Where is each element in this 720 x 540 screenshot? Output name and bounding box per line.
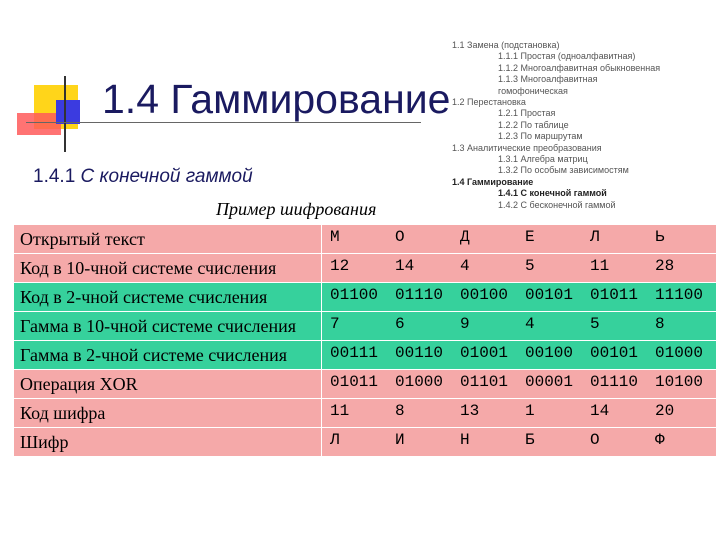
cell-value: 00111: [330, 344, 379, 362]
row-label: Гамма в 10-чной системе счисления: [14, 312, 322, 341]
cell-value: 00001: [525, 373, 574, 391]
table-row: [14, 312, 717, 341]
cell-value: 11100: [655, 286, 704, 304]
toc-item[interactable]: 1.2.3 По маршрутам: [498, 131, 583, 142]
cell-value: 9: [460, 315, 470, 333]
cell-value: М: [330, 228, 340, 246]
cell-value: Д: [460, 228, 470, 246]
cell-value: 01100: [330, 286, 379, 304]
table-row: [14, 399, 717, 428]
row-label: Код в 2-чной системе счисления: [14, 283, 322, 312]
subtitle-number: 1.4.1: [33, 166, 76, 187]
cell-value: 7: [330, 315, 340, 333]
cell-value: 01000: [395, 373, 444, 391]
cell-value: Ф: [655, 431, 665, 449]
cell-value: 20: [655, 402, 675, 420]
row-label: Открытый текст: [14, 225, 322, 254]
cell-value: 11: [330, 402, 350, 420]
row-label: Шифр: [14, 428, 322, 457]
cell-value: О: [395, 228, 405, 246]
row-label: Код шифра: [14, 399, 322, 428]
example-heading: Пример шифрования: [216, 199, 377, 219]
toc-item[interactable]: 1.2.2 По таблице: [498, 119, 569, 130]
row-values: [322, 312, 717, 341]
row-values: [322, 428, 717, 457]
cell-value: 5: [525, 257, 535, 275]
table-row: [14, 225, 717, 254]
cell-value: 11: [590, 257, 610, 275]
row-values: [322, 341, 717, 370]
cell-value: 12: [330, 257, 350, 275]
cell-value: 14: [590, 402, 610, 420]
cell-value: 00110: [395, 344, 444, 362]
cell-value: И: [395, 431, 405, 449]
cell-value: 01110: [590, 373, 639, 391]
toc-item[interactable]: 1.1.2 Многоалфавитная обыкновенная: [498, 62, 661, 73]
cell-value: 01011: [330, 373, 379, 391]
cell-value: 28: [655, 257, 675, 275]
cell-value: Б: [525, 431, 535, 449]
row-label: Код в 10-чной системе счисления: [14, 254, 322, 283]
decor-vertical-line: [64, 76, 66, 152]
cell-value: 01101: [460, 373, 509, 391]
cell-value: 14: [395, 257, 415, 275]
cell-value: 13: [460, 402, 480, 420]
table-of-contents: [452, 40, 717, 211]
row-values: [322, 225, 717, 254]
toc-item[interactable]: 1.2 Перестановка: [452, 97, 526, 108]
subtitle-text: С конечной гаммой: [80, 166, 253, 187]
toc-item[interactable]: 1.1.3 Многоалфавитная: [498, 74, 598, 85]
cell-value: Ь: [655, 228, 665, 246]
cell-value: 8: [655, 315, 665, 333]
toc-item[interactable]: 1.3 Аналитические преобразования: [452, 142, 602, 153]
toc-item[interactable]: 1.3.1 Алгебра матриц: [498, 154, 588, 165]
toc-item[interactable]: 1.3.2 По особым зависимостям: [498, 165, 629, 176]
table-row: [14, 428, 717, 457]
cell-value: 4: [525, 315, 535, 333]
row-values: [322, 399, 717, 428]
cell-value: 01000: [655, 344, 704, 362]
toc-item[interactable]: 1.4.2 С бесконечной гаммой: [498, 199, 616, 210]
cell-value: 01110: [395, 286, 444, 304]
slide-subtitle: [33, 166, 253, 188]
table-row: [14, 283, 717, 312]
table-row: [14, 341, 717, 370]
cell-value: О: [590, 431, 600, 449]
cell-value: Л: [330, 431, 340, 449]
cell-value: 00101: [525, 286, 574, 304]
toc-item[interactable]: 1.2.1 Простая: [498, 108, 556, 119]
cell-value: 10100: [655, 373, 704, 391]
toc-item[interactable]: 1.1 Замена (подстановка): [452, 40, 560, 50]
toc-item[interactable]: гомофоническая: [498, 85, 568, 96]
cell-value: 4: [460, 257, 470, 275]
cell-value: Н: [460, 431, 470, 449]
toc-item[interactable]: 1.1.1 Простая (одноалфавитная): [498, 51, 636, 62]
table-row: [14, 254, 717, 283]
cell-value: 00100: [525, 344, 574, 362]
cell-value: 01001: [460, 344, 509, 362]
decor-blue-square: [56, 100, 80, 124]
slide-title: 1.4 Гаммирование: [102, 76, 451, 122]
cell-value: 00101: [590, 344, 639, 362]
cell-value: 6: [395, 315, 405, 333]
toc-item[interactable]: 1.4 Гаммирование: [452, 176, 534, 187]
cell-value: 8: [395, 402, 405, 420]
row-values: [322, 283, 717, 312]
cell-value: 00100: [460, 286, 509, 304]
row-label: Гамма в 2-чной системе счисления: [14, 341, 322, 370]
row-values: [322, 370, 717, 399]
decor-red-square: [17, 113, 61, 135]
cell-value: Л: [590, 228, 600, 246]
row-values: [322, 254, 717, 283]
table-row: [14, 370, 717, 399]
cell-value: 1: [525, 402, 535, 420]
toc-item[interactable]: 1.4.1 С конечной гаммой: [498, 188, 607, 199]
row-label: Операция XOR: [14, 370, 322, 399]
cell-value: 5: [590, 315, 600, 333]
cell-value: 01011: [590, 286, 639, 304]
cell-value: Е: [525, 228, 535, 246]
encryption-table: [13, 224, 717, 457]
